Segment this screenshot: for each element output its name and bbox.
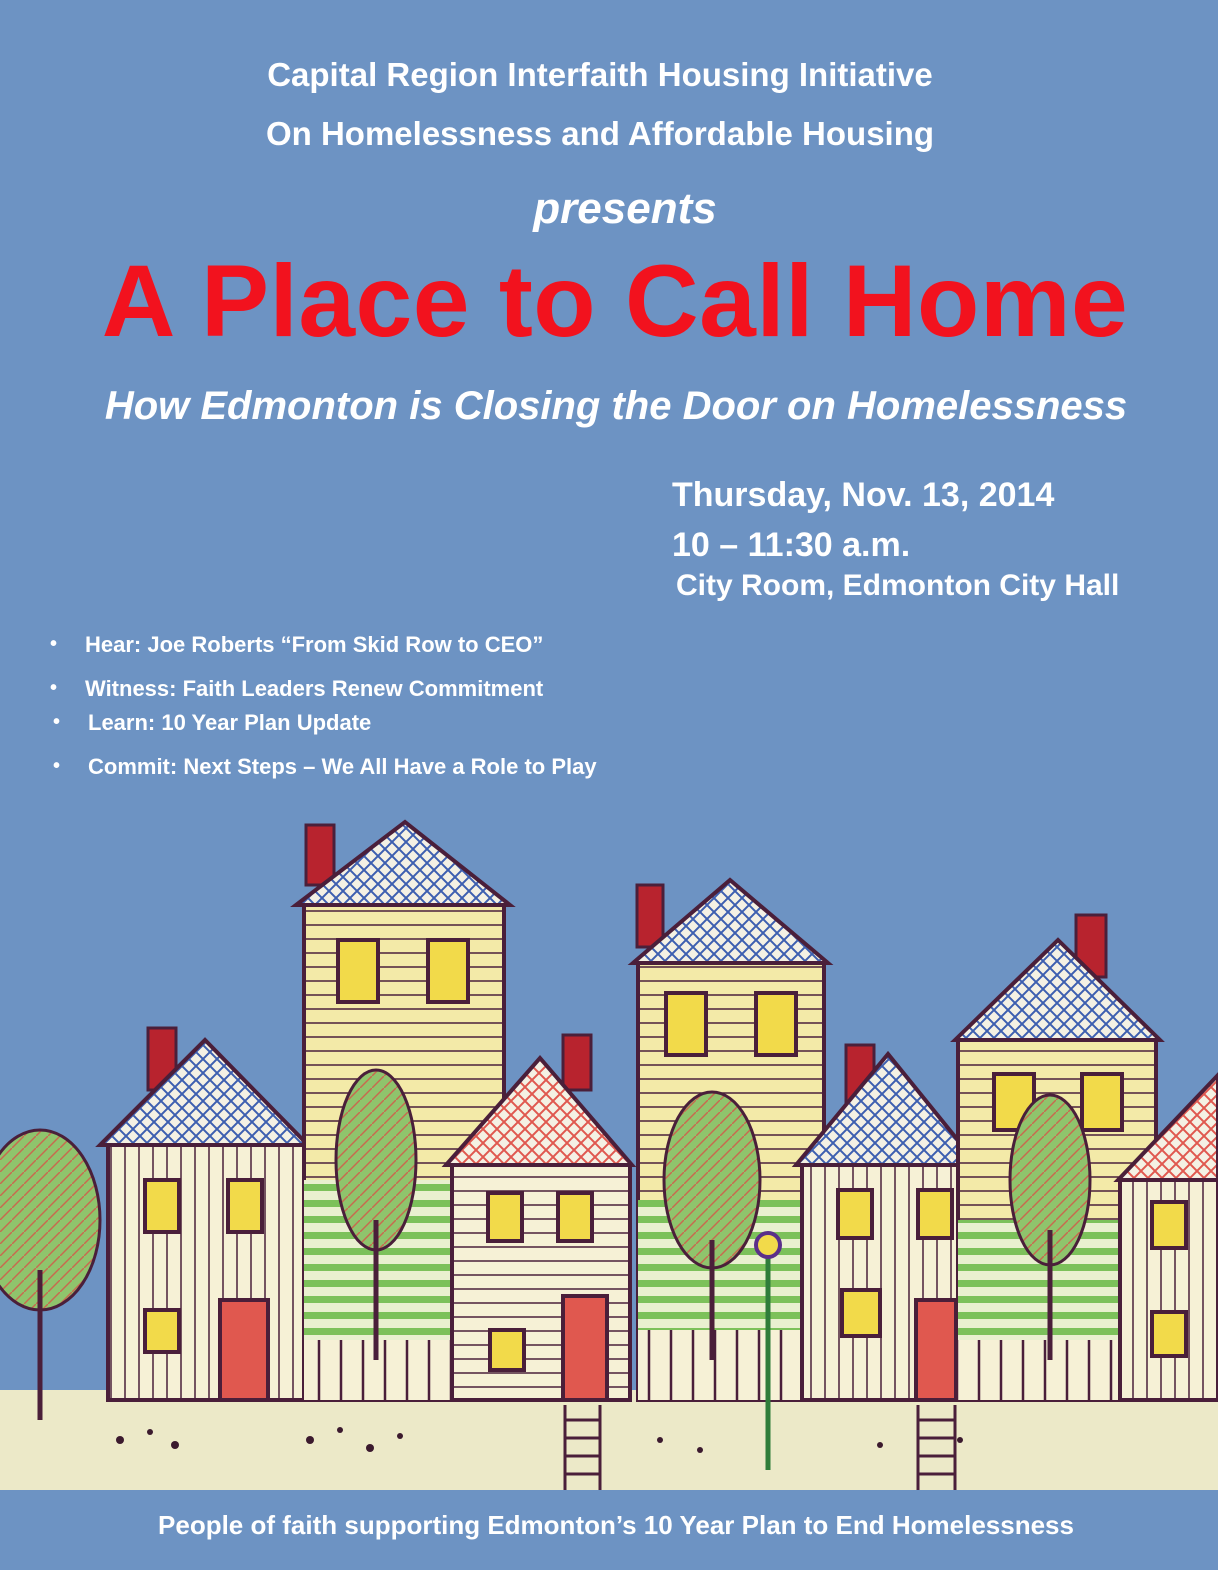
bullet-icon: • xyxy=(53,711,61,733)
bullet-icon: • xyxy=(50,633,58,655)
presents-label: presents xyxy=(533,184,717,233)
organization-name: Capital Region Interfaith Housing Initiative xyxy=(267,56,933,93)
event-date: Thursday, Nov. 13, 2014 xyxy=(672,476,1055,514)
event-subtitle: How Edmonton is Closing the Door on Homelessness xyxy=(104,384,1128,428)
event-venue: City Room, Edmonton City Hall xyxy=(676,569,1120,602)
event-title: A Place to Call Home xyxy=(101,244,1129,358)
organization-subtitle: On Homelessness and Affordable Housing xyxy=(265,115,935,152)
bullet-icon: • xyxy=(53,755,61,777)
event-time: 10 – 11:30 a.m. xyxy=(672,526,911,564)
bullet-icon: • xyxy=(50,677,58,699)
footer-tagline: People of faith supporting Edmonton’s 10 Year Plan to End Homelessness xyxy=(158,1510,1074,1540)
houses-illustration xyxy=(0,800,1218,1490)
